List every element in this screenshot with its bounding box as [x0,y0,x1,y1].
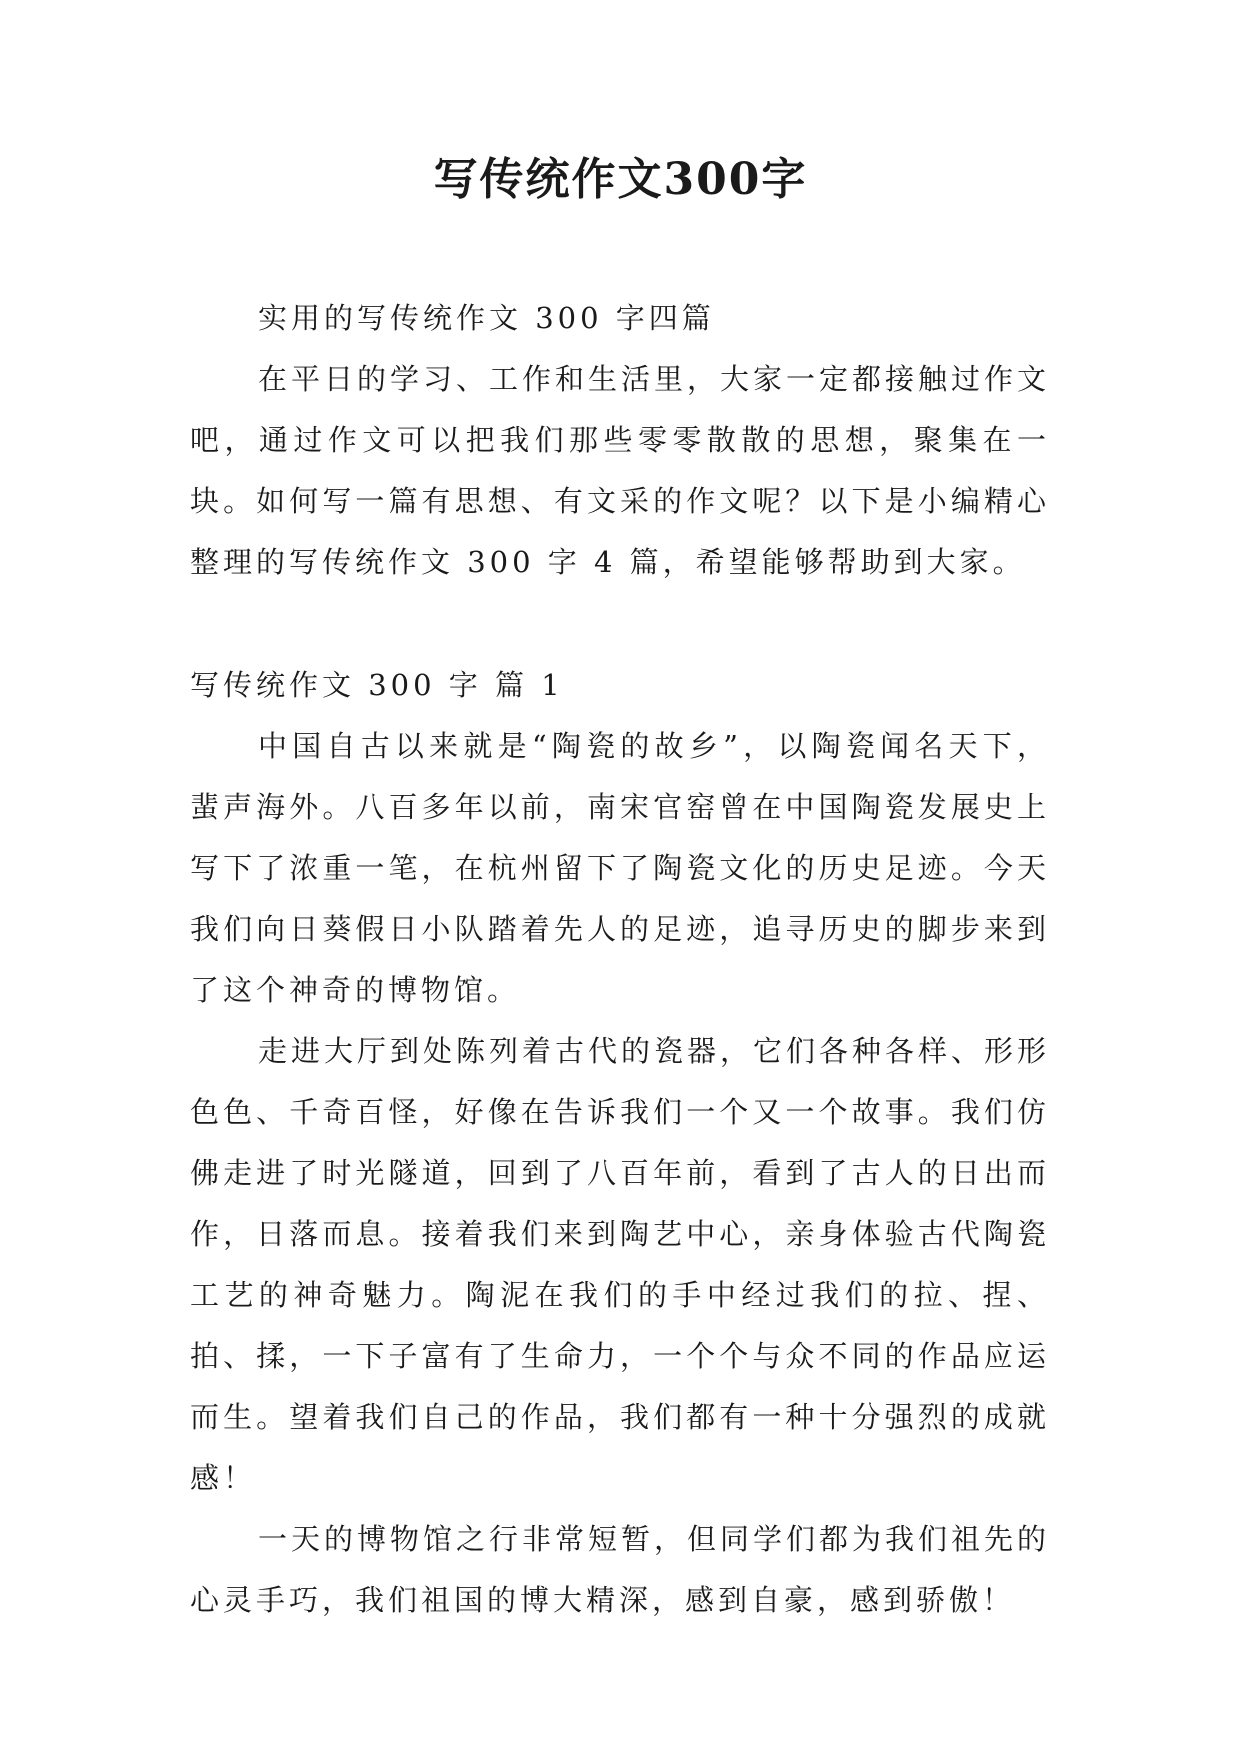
document-body [190,288,1050,1631]
body-paragraph-1: 中国自古以来就是“陶瓷的故乡”，以陶瓷闻名天下，蜚声海外。八百多年以前，南宋官窑曾在中国陶瓷发展史上写下了浓重一笔，在杭州留下了陶瓷文化的历史足迹。今天我们向日葵假日小队踏着先人的足迹，追寻历史的脚步来到了这个神奇的博物馆。 [190,729,1050,1007]
document-title: 写传统作文300字 [433,154,808,205]
body-paragraph-2: 走进大厅到处陈列着古代的瓷器，它们各种各样、形形色色、千奇百怪，好像在告诉我们一个又一个故事。我们仿佛走进了时光隧道，回到了八百年前，看到了古人的日出而作，日落而息。接着我们来到陶艺中心，亲身体验古代陶瓷工艺的神奇魅力。陶泥在我们的手中经过我们的拉、捏、拍、揉，一下子富有了生命力，一个个与众不同的作品应运而生。望着我们自己的作品，我们都有一种十分强烈的成就感！ [190,1034,1051,1495]
section-heading: 写传统作文 300 字 篇 1 [190,668,564,702]
document-subtitle: 实用的写传统作文 300 字四篇 [258,301,715,335]
intro-paragraph: 在平日的学习、工作和生活里，大家一定都接触过作文吧，通过作文可以把我们那些零零散散的思想，聚集在一块。如何写一篇有思想、有文采的作文呢？以下是小编精心整理的写传统作文 300 字 4 篇，希望能够帮助到大家。 [190,362,1051,579]
body-paragraph-3: 一天的博物馆之行非常短暂，但同学们都为我们祖先的心灵手巧，我们祖国的博大精深，感到自豪，感到骄傲！ [190,1522,1051,1617]
